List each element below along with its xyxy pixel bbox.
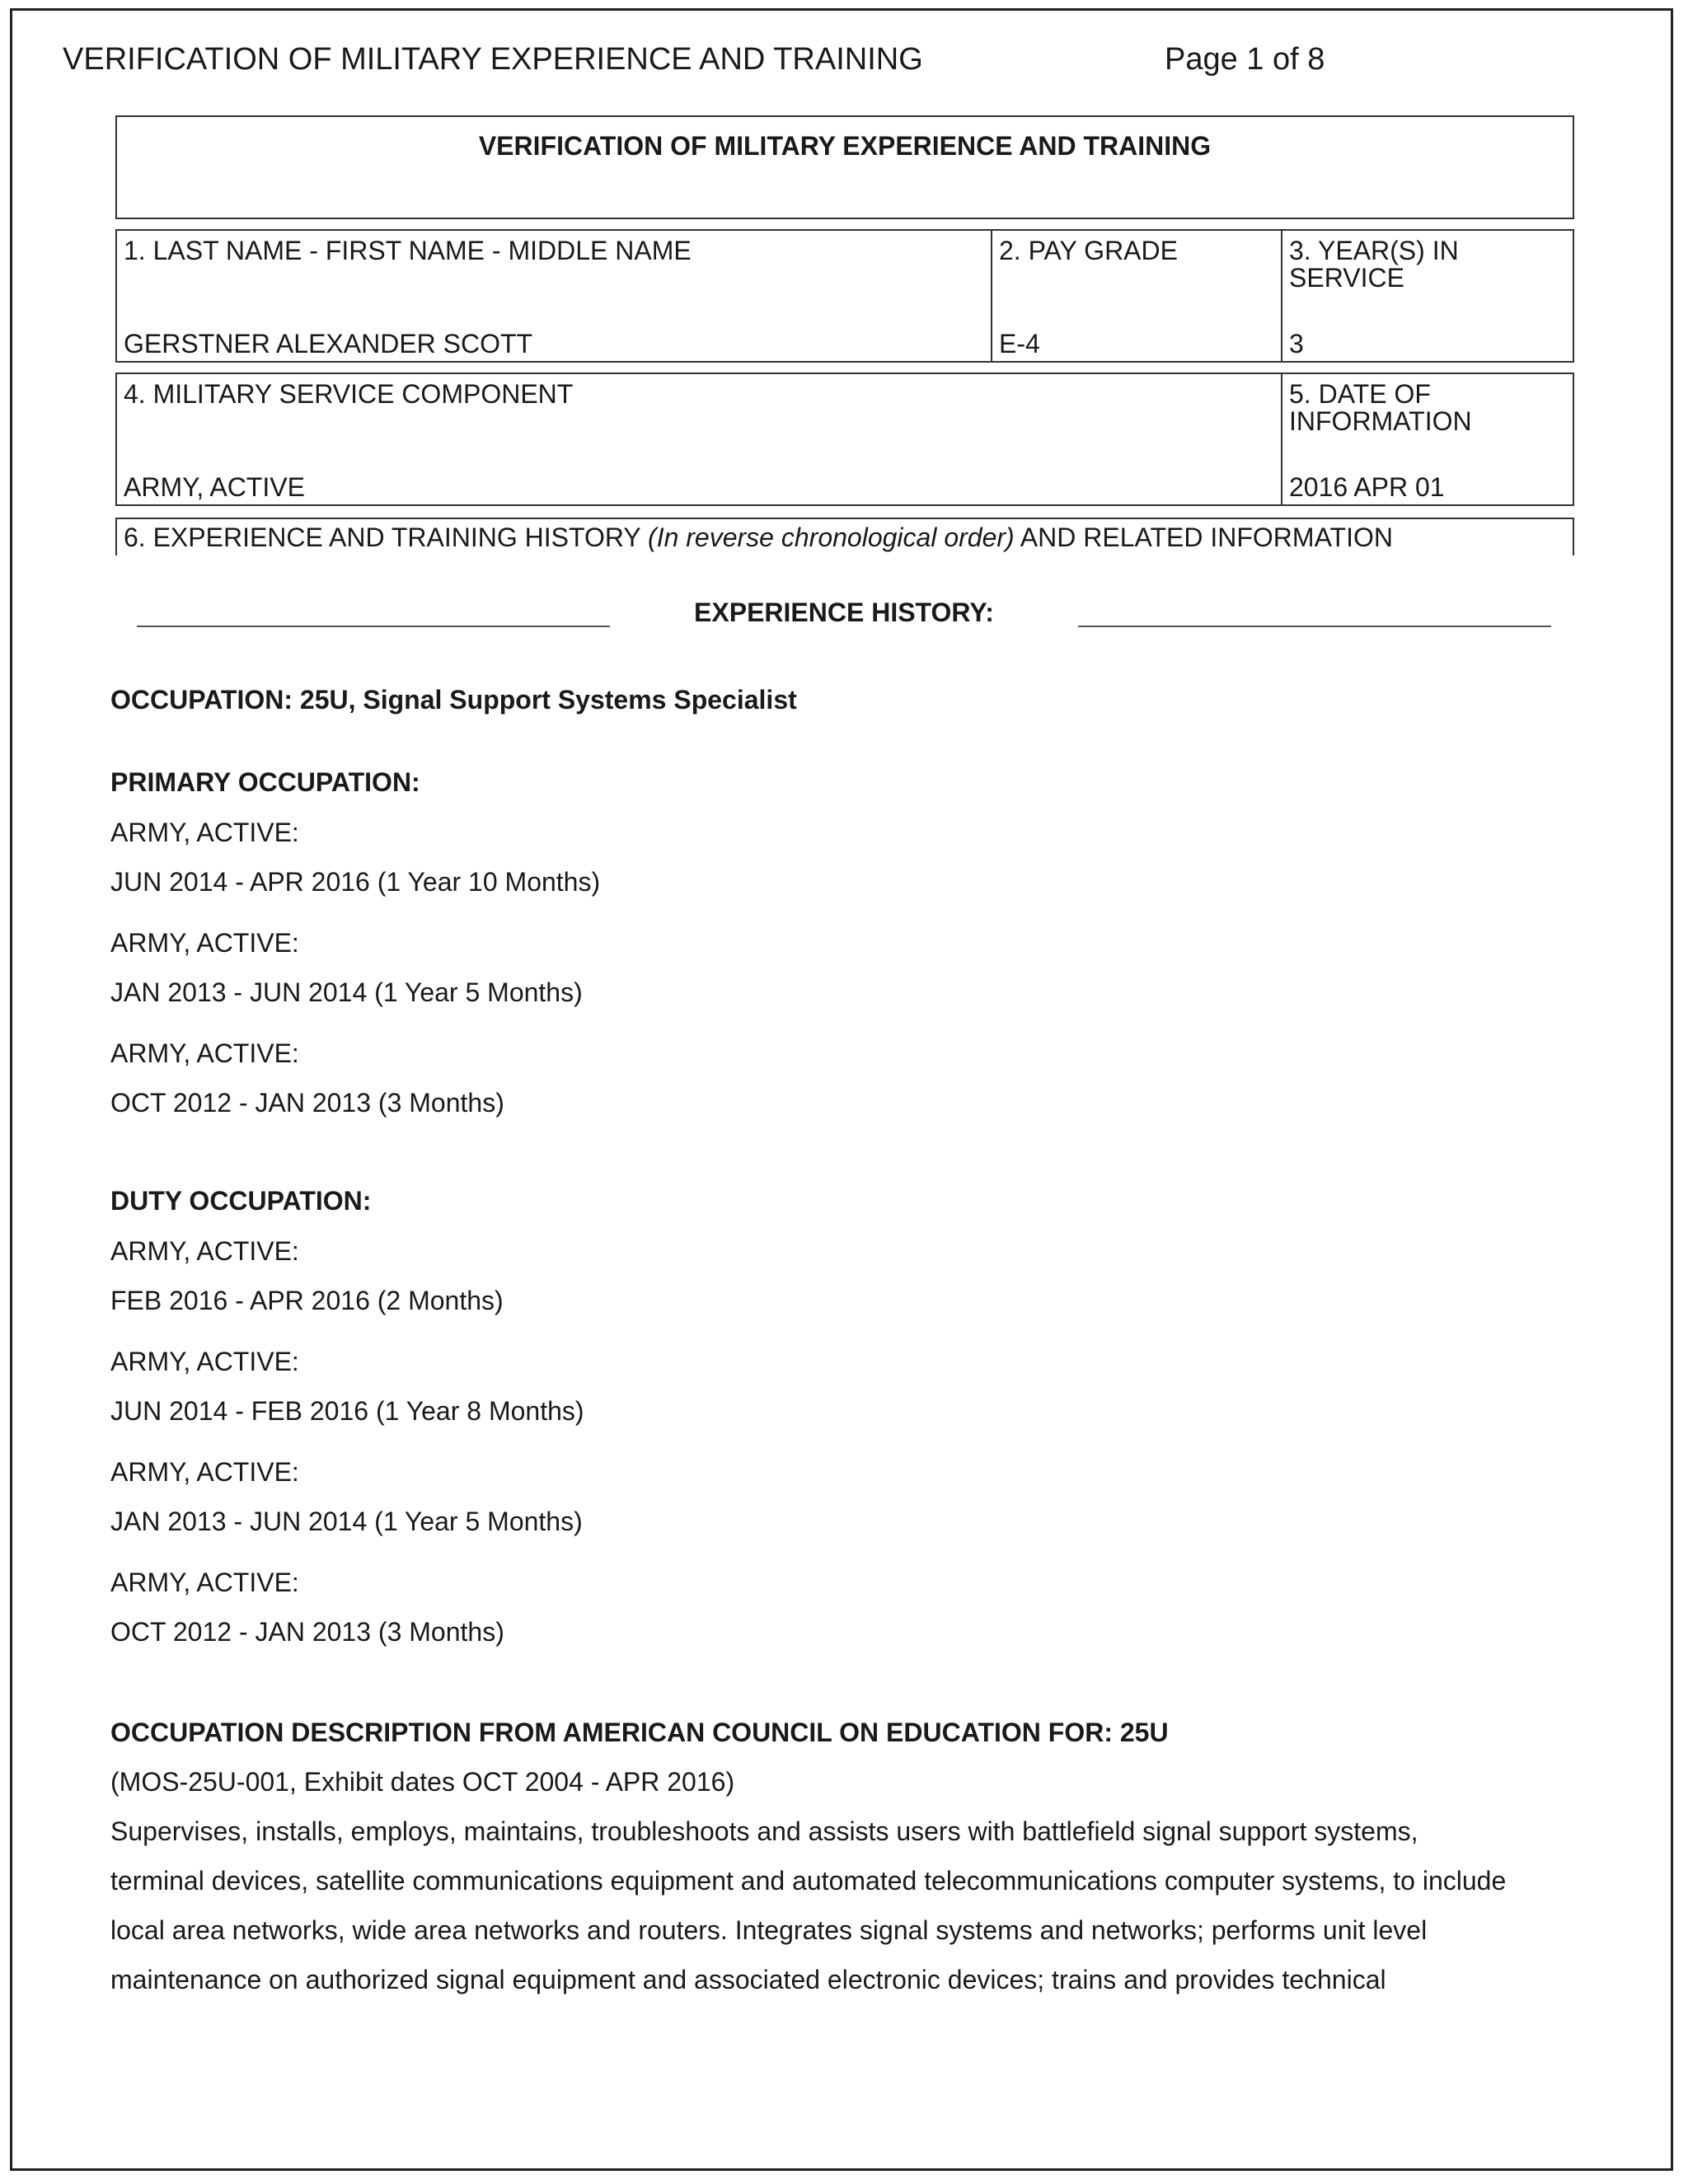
primary-occupation-heading: PRIMARY OCCUPATION: (110, 767, 420, 797)
primary-period: JAN 2013 - JUN 2014 (1 Year 5 Months) (110, 977, 583, 1007)
form-title: VERIFICATION OF MILITARY EXPERIENCE AND TRAINING (478, 131, 1212, 161)
name-value: GERSTNER ALEXANDER SCOTT (124, 329, 533, 359)
document-header-title: VERIFICATION OF MILITARY EXPERIENCE AND TRAINING (63, 42, 923, 77)
years-in-service-value: 3 (1289, 329, 1304, 359)
duty-period: JUN 2014 - FEB 2016 (1 Year 8 Months) (110, 1396, 584, 1426)
duty-period: FEB 2016 - APR 2016 (2 Months) (110, 1286, 504, 1315)
identity-row (115, 229, 1574, 363)
years-in-service-cell (1281, 231, 1573, 361)
ace-description-line: local area networks, wide area networks and routers. Integrates signal systems and networks; performs unit level (110, 1915, 1428, 1945)
pay-grade-label: 2. PAY GRADE (999, 236, 1178, 265)
duty-period: JAN 2013 - JUN 2014 (1 Year 5 Months) (110, 1507, 583, 1536)
duty-period: OCT 2012 - JAN 2013 (3 Months) (110, 1617, 504, 1647)
date-of-information-label: 5. DATE OF INFORMATION (1289, 379, 1472, 436)
duty-component: ARMY, ACTIVE: (110, 1236, 299, 1266)
ace-description-heading: OCCUPATION DESCRIPTION FROM AMERICAN COUNCIL ON EDUCATION FOR: 25U (110, 1718, 1169, 1747)
duty-occupation-heading: DUTY OCCUPATION: (110, 1186, 372, 1216)
primary-component: ARMY, ACTIVE: (110, 1038, 299, 1068)
name-cell (117, 231, 991, 361)
history-label-italic: (In reverse chronological order) (648, 523, 1015, 552)
ace-description-line: maintenance on authorized signal equipment and associated electronic devices; trains and provides technical (110, 1965, 1386, 1994)
pay-grade-cell (991, 231, 1281, 361)
date-of-information-cell (1281, 374, 1573, 504)
primary-component: ARMY, ACTIVE: (110, 928, 299, 958)
heading-rule-left (137, 626, 610, 627)
primary-period: JUN 2014 - APR 2016 (1 Year 10 Months) (110, 867, 601, 897)
date-of-information-value: 2016 APR 01 (1289, 472, 1445, 502)
heading-rule-right (1078, 626, 1551, 627)
history-row (115, 518, 1574, 555)
ace-description-line: Supervises, installs, employs, maintains, troubleshoots and assists users with battlefield signal support systems, (110, 1816, 1418, 1846)
service-row (115, 373, 1574, 506)
duty-component: ARMY, ACTIVE: (110, 1347, 299, 1376)
history-label-post: AND RELATED INFORMATION (1014, 523, 1393, 552)
service-component-value: ARMY, ACTIVE (124, 472, 305, 502)
service-component-cell (117, 374, 1281, 504)
occupation-title: OCCUPATION: 25U, Signal Support Systems Specialist (110, 685, 797, 715)
history-label-pre: 6. EXPERIENCE AND TRAINING HISTORY (124, 523, 649, 552)
service-component-label: 4. MILITARY SERVICE COMPONENT (124, 379, 574, 409)
primary-period: OCT 2012 - JAN 2013 (3 Months) (110, 1088, 504, 1118)
pay-grade-value: E-4 (999, 329, 1040, 359)
years-in-service-label: 3. YEAR(S) IN SERVICE (1289, 236, 1459, 293)
duty-component: ARMY, ACTIVE: (110, 1568, 299, 1597)
duty-component: ARMY, ACTIVE: (110, 1457, 299, 1487)
experience-history-heading: EXPERIENCE HISTORY: (694, 598, 994, 627)
name-label: 1. LAST NAME - FIRST NAME - MIDDLE NAME (124, 236, 692, 265)
primary-component: ARMY, ACTIVE: (110, 818, 299, 847)
page-number: Page 1 of 8 (1165, 42, 1325, 77)
form-title-box (115, 115, 1574, 219)
history-label (124, 524, 1566, 551)
ace-exhibit-dates: (MOS-25U-001, Exhibit dates OCT 2004 - APR 2016) (110, 1767, 735, 1797)
ace-description-line: terminal devices, satellite communications equipment and automated telecommunications computer systems, to include (110, 1866, 1507, 1896)
